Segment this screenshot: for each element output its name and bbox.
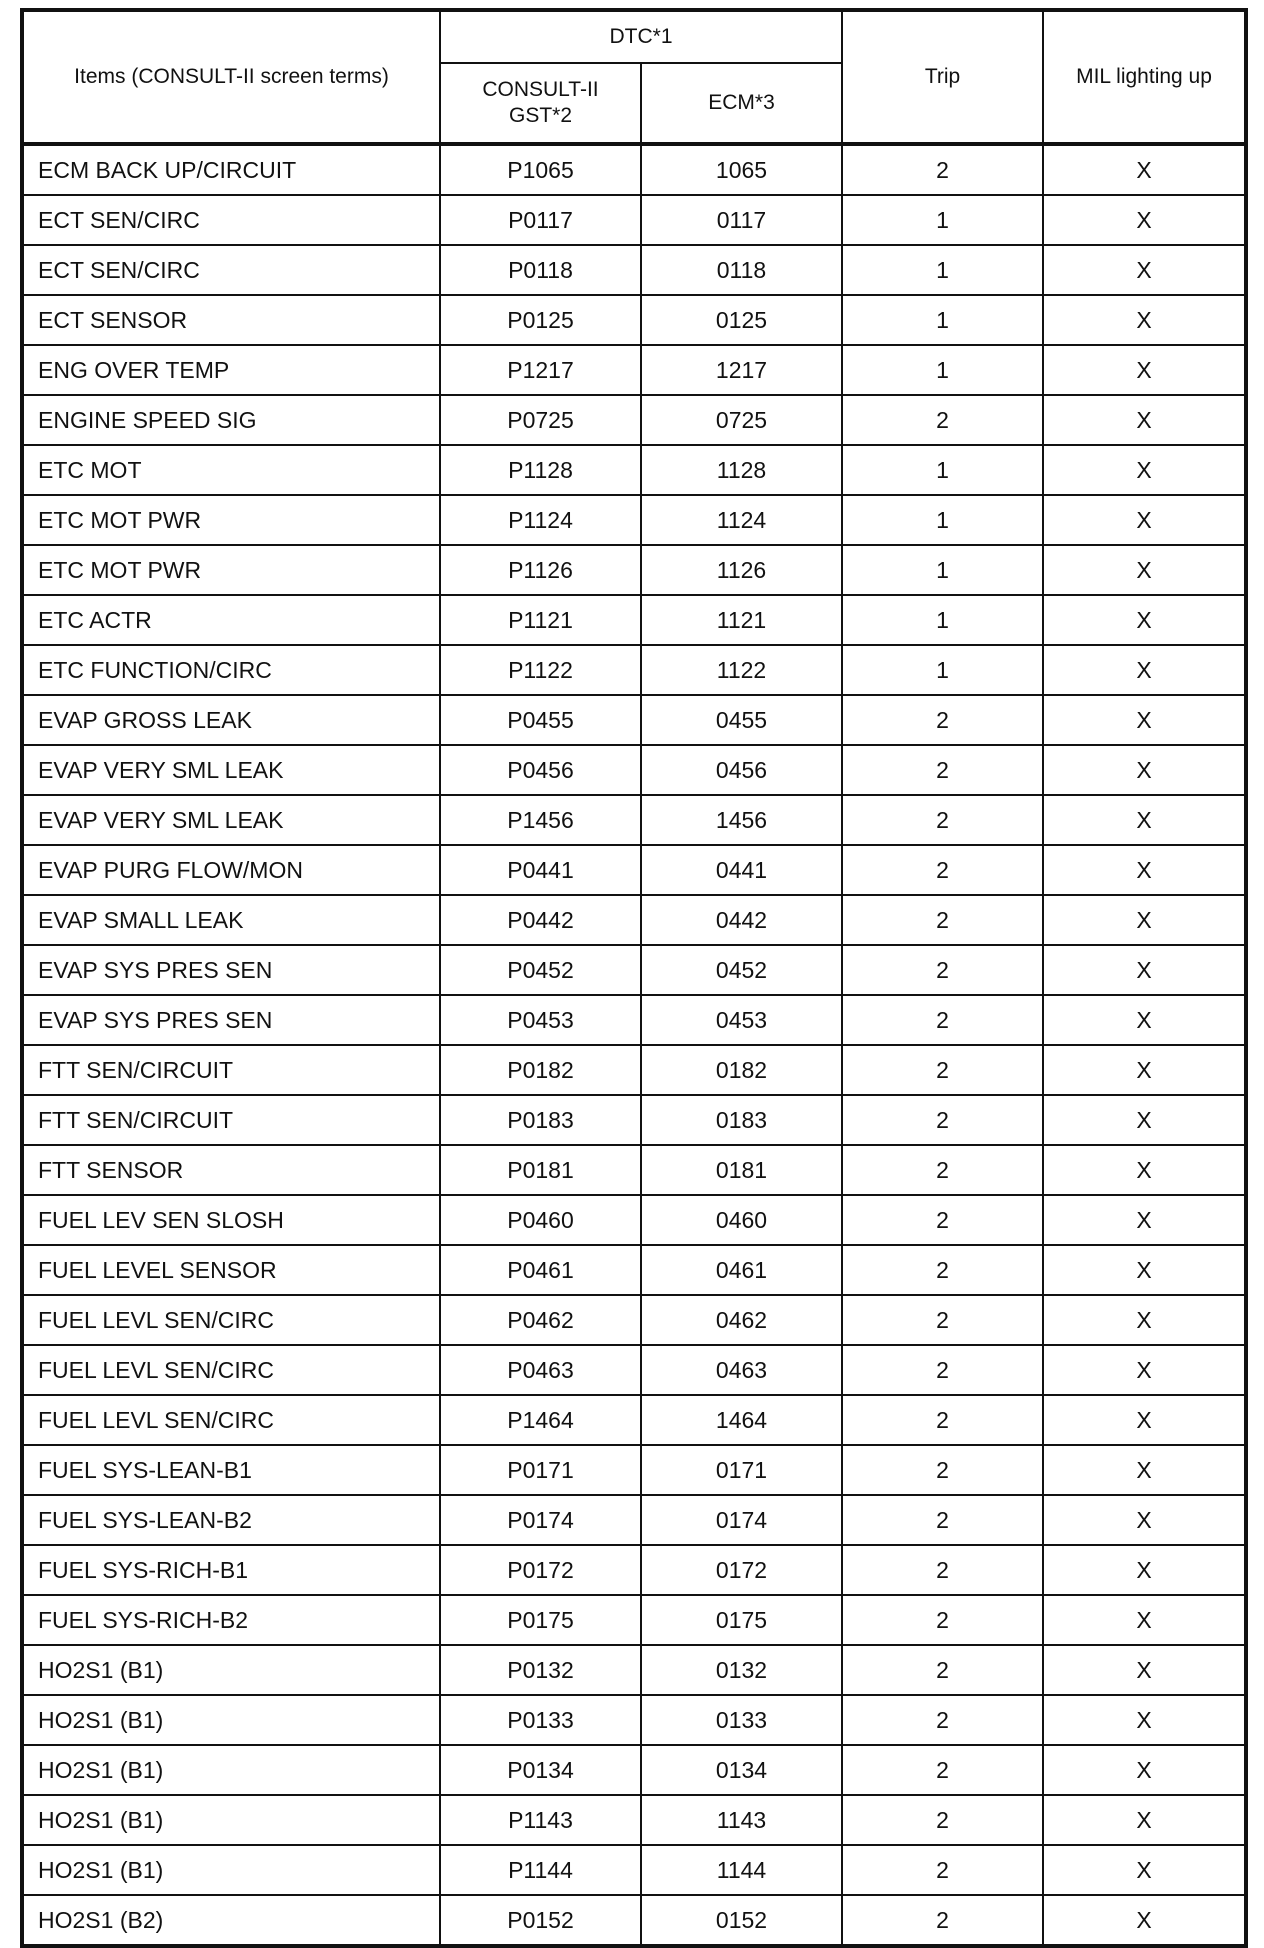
cell-item: ECT SENSOR	[22, 295, 440, 345]
cell-trip: 2	[842, 1195, 1043, 1245]
header-consult-line1: CONSULT-II	[482, 78, 599, 101]
cell-consult-gst: P0133	[440, 1695, 641, 1745]
cell-ecm: 0182	[641, 1045, 842, 1095]
cell-mil: X	[1043, 795, 1246, 845]
cell-item: FUEL LEVL SEN/CIRC	[22, 1295, 440, 1345]
table-row	[22, 645, 1246, 695]
cell-consult-gst: P0171	[440, 1445, 641, 1495]
cell-item: EVAP VERY SML LEAK	[22, 795, 440, 845]
cell-ecm: 0134	[641, 1745, 842, 1795]
cell-consult-gst: P1124	[440, 495, 641, 545]
cell-trip: 2	[842, 1745, 1043, 1795]
cell-mil: X	[1043, 1845, 1246, 1895]
header-trip: Trip	[842, 10, 1043, 144]
cell-item: EVAP SYS PRES SEN	[22, 995, 440, 1045]
cell-consult-gst: P1128	[440, 445, 641, 495]
cell-mil: X	[1043, 445, 1246, 495]
cell-trip: 1	[842, 495, 1043, 545]
cell-consult-gst: P0117	[440, 195, 641, 245]
cell-ecm: 0117	[641, 195, 842, 245]
cell-consult-gst: P0152	[440, 1895, 641, 1946]
cell-trip: 1	[842, 345, 1043, 395]
cell-ecm: 0181	[641, 1145, 842, 1195]
cell-consult-gst: P0725	[440, 395, 641, 445]
cell-item: ETC FUNCTION/CIRC	[22, 645, 440, 695]
cell-consult-gst: P0183	[440, 1095, 641, 1145]
cell-item: HO2S1 (B1)	[22, 1845, 440, 1895]
cell-ecm: 1122	[641, 645, 842, 695]
cell-consult-gst: P0175	[440, 1595, 641, 1645]
cell-mil: X	[1043, 1595, 1246, 1645]
cell-ecm: 0183	[641, 1095, 842, 1145]
cell-consult-gst: P0462	[440, 1295, 641, 1345]
table-row	[22, 245, 1246, 295]
cell-consult-gst: P0463	[440, 1345, 641, 1395]
cell-ecm: 1144	[641, 1845, 842, 1895]
cell-mil: X	[1043, 1795, 1246, 1845]
cell-trip: 2	[842, 1345, 1043, 1395]
cell-item: EVAP SYS PRES SEN	[22, 945, 440, 995]
cell-trip: 2	[842, 1795, 1043, 1845]
cell-trip: 2	[842, 1845, 1043, 1895]
cell-item: ETC MOT	[22, 445, 440, 495]
table-row	[22, 1245, 1246, 1295]
cell-ecm: 0152	[641, 1895, 842, 1946]
cell-consult-gst: P0441	[440, 845, 641, 895]
cell-mil: X	[1043, 845, 1246, 895]
cell-ecm: 0171	[641, 1445, 842, 1495]
cell-item: ENGINE SPEED SIG	[22, 395, 440, 445]
cell-mil: X	[1043, 144, 1246, 195]
header-mil: MIL lighting up	[1043, 10, 1246, 144]
table-row	[22, 1895, 1246, 1946]
cell-trip: 2	[842, 995, 1043, 1045]
cell-trip: 2	[842, 1045, 1043, 1095]
cell-ecm: 0441	[641, 845, 842, 895]
table-body	[22, 144, 1246, 1946]
cell-ecm: 0172	[641, 1545, 842, 1595]
cell-item: EVAP VERY SML LEAK	[22, 745, 440, 795]
cell-consult-gst: P0132	[440, 1645, 641, 1695]
cell-ecm: 0462	[641, 1295, 842, 1345]
cell-trip: 1	[842, 195, 1043, 245]
table-row	[22, 395, 1246, 445]
cell-trip: 2	[842, 695, 1043, 745]
table-row	[22, 295, 1246, 345]
table-row	[22, 495, 1246, 545]
cell-item: FUEL LEVL SEN/CIRC	[22, 1395, 440, 1445]
table-row	[22, 1595, 1246, 1645]
table-row	[22, 745, 1246, 795]
cell-ecm: 0174	[641, 1495, 842, 1545]
header-items: Items (CONSULT-II screen terms)	[22, 10, 440, 144]
cell-mil: X	[1043, 995, 1246, 1045]
cell-item: EVAP PURG FLOW/MON	[22, 845, 440, 895]
header-ecm: ECM*3	[641, 63, 842, 144]
table-row	[22, 1545, 1246, 1595]
cell-trip: 2	[842, 1445, 1043, 1495]
cell-consult-gst: P0182	[440, 1045, 641, 1095]
cell-mil: X	[1043, 645, 1246, 695]
cell-item: HO2S1 (B1)	[22, 1645, 440, 1695]
table-row	[22, 1395, 1246, 1445]
table-row	[22, 195, 1246, 245]
cell-trip: 2	[842, 1095, 1043, 1145]
table-row	[22, 945, 1246, 995]
cell-consult-gst: P1143	[440, 1795, 641, 1845]
cell-mil: X	[1043, 1645, 1246, 1695]
cell-ecm: 0175	[641, 1595, 842, 1645]
cell-mil: X	[1043, 1495, 1246, 1545]
cell-ecm: 0132	[641, 1645, 842, 1695]
cell-ecm: 1124	[641, 495, 842, 545]
cell-consult-gst: P0461	[440, 1245, 641, 1295]
cell-ecm: 0453	[641, 995, 842, 1045]
cell-trip: 2	[842, 1895, 1043, 1946]
header-dtc: DTC*1	[440, 10, 842, 63]
table-row	[22, 595, 1246, 645]
table-row	[22, 144, 1246, 195]
table-row	[22, 845, 1246, 895]
cell-consult-gst: P1144	[440, 1845, 641, 1895]
table-row	[22, 1645, 1246, 1695]
cell-ecm: 1456	[641, 795, 842, 845]
cell-item: EVAP SMALL LEAK	[22, 895, 440, 945]
table-row	[22, 1495, 1246, 1545]
cell-consult-gst: P0442	[440, 895, 641, 945]
cell-item: FTT SENSOR	[22, 1145, 440, 1195]
cell-mil: X	[1043, 1695, 1246, 1745]
cell-trip: 2	[842, 1695, 1043, 1745]
table-row	[22, 695, 1246, 745]
table-row	[22, 895, 1246, 945]
cell-trip: 2	[842, 395, 1043, 445]
cell-trip: 2	[842, 845, 1043, 895]
cell-item: FUEL SYS-LEAN-B1	[22, 1445, 440, 1495]
cell-item: HO2S1 (B1)	[22, 1795, 440, 1845]
cell-consult-gst: P0453	[440, 995, 641, 1045]
cell-mil: X	[1043, 545, 1246, 595]
table-row	[22, 1745, 1246, 1795]
cell-consult-gst: P0174	[440, 1495, 641, 1545]
table-row	[22, 1195, 1246, 1245]
cell-item: ETC ACTR	[22, 595, 440, 645]
cell-consult-gst: P0452	[440, 945, 641, 995]
cell-ecm: 0452	[641, 945, 842, 995]
table-row	[22, 1795, 1246, 1845]
cell-ecm: 0460	[641, 1195, 842, 1245]
table-row	[22, 995, 1246, 1045]
cell-mil: X	[1043, 595, 1246, 645]
cell-consult-gst: P0125	[440, 295, 641, 345]
cell-item: HO2S1 (B1)	[22, 1695, 440, 1745]
cell-mil: X	[1043, 695, 1246, 745]
cell-trip: 1	[842, 445, 1043, 495]
table-row	[22, 1845, 1246, 1895]
header-consult-gst	[440, 63, 641, 144]
cell-ecm: 1121	[641, 595, 842, 645]
cell-mil: X	[1043, 1445, 1246, 1495]
cell-trip: 1	[842, 645, 1043, 695]
cell-ecm: 1065	[641, 144, 842, 195]
table-row	[22, 1045, 1246, 1095]
cell-item: ECM BACK UP/CIRCUIT	[22, 144, 440, 195]
cell-trip: 2	[842, 1395, 1043, 1445]
cell-item: FUEL LEV SEN SLOSH	[22, 1195, 440, 1245]
cell-consult-gst: P0181	[440, 1145, 641, 1195]
cell-ecm: 0456	[641, 745, 842, 795]
cell-mil: X	[1043, 1095, 1246, 1145]
cell-trip: 2	[842, 1495, 1043, 1545]
cell-consult-gst: P0134	[440, 1745, 641, 1795]
header-consult-line2: GST*2	[508, 104, 573, 127]
cell-trip: 1	[842, 545, 1043, 595]
cell-item: FUEL SYS-LEAN-B2	[22, 1495, 440, 1545]
cell-item: FUEL LEVEL SENSOR	[22, 1245, 440, 1295]
cell-mil: X	[1043, 895, 1246, 945]
cell-trip: 2	[842, 1245, 1043, 1295]
table-row	[22, 345, 1246, 395]
cell-item: HO2S1 (B2)	[22, 1895, 440, 1946]
cell-ecm: 0125	[641, 295, 842, 345]
cell-consult-gst: P0118	[440, 245, 641, 295]
table-row	[22, 1295, 1246, 1345]
cell-consult-gst: P1121	[440, 595, 641, 645]
cell-ecm: 0455	[641, 695, 842, 745]
cell-mil: X	[1043, 1345, 1246, 1395]
cell-consult-gst: P1126	[440, 545, 641, 595]
cell-item: FUEL SYS-RICH-B1	[22, 1545, 440, 1595]
cell-item: ETC MOT PWR	[22, 495, 440, 545]
cell-mil: X	[1043, 495, 1246, 545]
cell-trip: 2	[842, 1645, 1043, 1695]
cell-consult-gst: P0172	[440, 1545, 641, 1595]
cell-ecm: 0133	[641, 1695, 842, 1745]
cell-item: FTT SEN/CIRCUIT	[22, 1045, 440, 1095]
cell-ecm: 0442	[641, 895, 842, 945]
cell-trip: 2	[842, 1595, 1043, 1645]
cell-item: ECT SEN/CIRC	[22, 245, 440, 295]
cell-consult-gst: P1122	[440, 645, 641, 695]
cell-ecm: 1128	[641, 445, 842, 495]
cell-consult-gst: P0456	[440, 745, 641, 795]
cell-mil: X	[1043, 1295, 1246, 1345]
cell-consult-gst: P1065	[440, 144, 641, 195]
cell-mil: X	[1043, 245, 1246, 295]
cell-consult-gst: P1456	[440, 795, 641, 845]
cell-consult-gst: P1217	[440, 345, 641, 395]
cell-mil: X	[1043, 345, 1246, 395]
cell-trip: 1	[842, 595, 1043, 645]
cell-ecm: 1217	[641, 345, 842, 395]
cell-trip: 2	[842, 1295, 1043, 1345]
cell-item: FTT SEN/CIRCUIT	[22, 1095, 440, 1145]
cell-mil: X	[1043, 1245, 1246, 1295]
cell-mil: X	[1043, 1545, 1246, 1595]
cell-item: ECT SEN/CIRC	[22, 195, 440, 245]
cell-mil: X	[1043, 395, 1246, 445]
cell-ecm: 1464	[641, 1395, 842, 1445]
cell-item: HO2S1 (B1)	[22, 1745, 440, 1795]
cell-consult-gst: P1464	[440, 1395, 641, 1445]
cell-trip: 2	[842, 895, 1043, 945]
cell-trip: 2	[842, 795, 1043, 845]
cell-ecm: 1143	[641, 1795, 842, 1845]
cell-mil: X	[1043, 1145, 1246, 1195]
cell-mil: X	[1043, 295, 1246, 345]
table-row	[22, 1145, 1246, 1195]
table-row	[22, 1695, 1246, 1745]
cell-ecm: 0463	[641, 1345, 842, 1395]
cell-consult-gst: P0455	[440, 695, 641, 745]
cell-trip: 2	[842, 1145, 1043, 1195]
table-header	[22, 10, 1246, 144]
cell-item: ENG OVER TEMP	[22, 345, 440, 395]
table-row	[22, 445, 1246, 495]
table-row	[22, 1445, 1246, 1495]
table-row	[22, 1345, 1246, 1395]
cell-ecm: 0461	[641, 1245, 842, 1295]
cell-ecm: 0725	[641, 395, 842, 445]
cell-mil: X	[1043, 1395, 1246, 1445]
cell-ecm: 1126	[641, 545, 842, 595]
cell-trip: 2	[842, 144, 1043, 195]
cell-trip: 1	[842, 295, 1043, 345]
cell-mil: X	[1043, 1195, 1246, 1245]
cell-mil: X	[1043, 1045, 1246, 1095]
cell-ecm: 0118	[641, 245, 842, 295]
cell-consult-gst: P0460	[440, 1195, 641, 1245]
cell-trip: 2	[842, 1545, 1043, 1595]
dtc-table	[20, 8, 1248, 1948]
table-row	[22, 545, 1246, 595]
cell-mil: X	[1043, 1745, 1246, 1795]
cell-item: FUEL LEVL SEN/CIRC	[22, 1345, 440, 1395]
cell-trip: 2	[842, 945, 1043, 995]
table-row	[22, 795, 1246, 845]
cell-item: ETC MOT PWR	[22, 545, 440, 595]
cell-mil: X	[1043, 195, 1246, 245]
cell-mil: X	[1043, 1895, 1246, 1946]
cell-item: FUEL SYS-RICH-B2	[22, 1595, 440, 1645]
table-row	[22, 1095, 1246, 1145]
cell-item: EVAP GROSS LEAK	[22, 695, 440, 745]
cell-trip: 2	[842, 745, 1043, 795]
cell-mil: X	[1043, 945, 1246, 995]
cell-trip: 1	[842, 245, 1043, 295]
cell-mil: X	[1043, 745, 1246, 795]
